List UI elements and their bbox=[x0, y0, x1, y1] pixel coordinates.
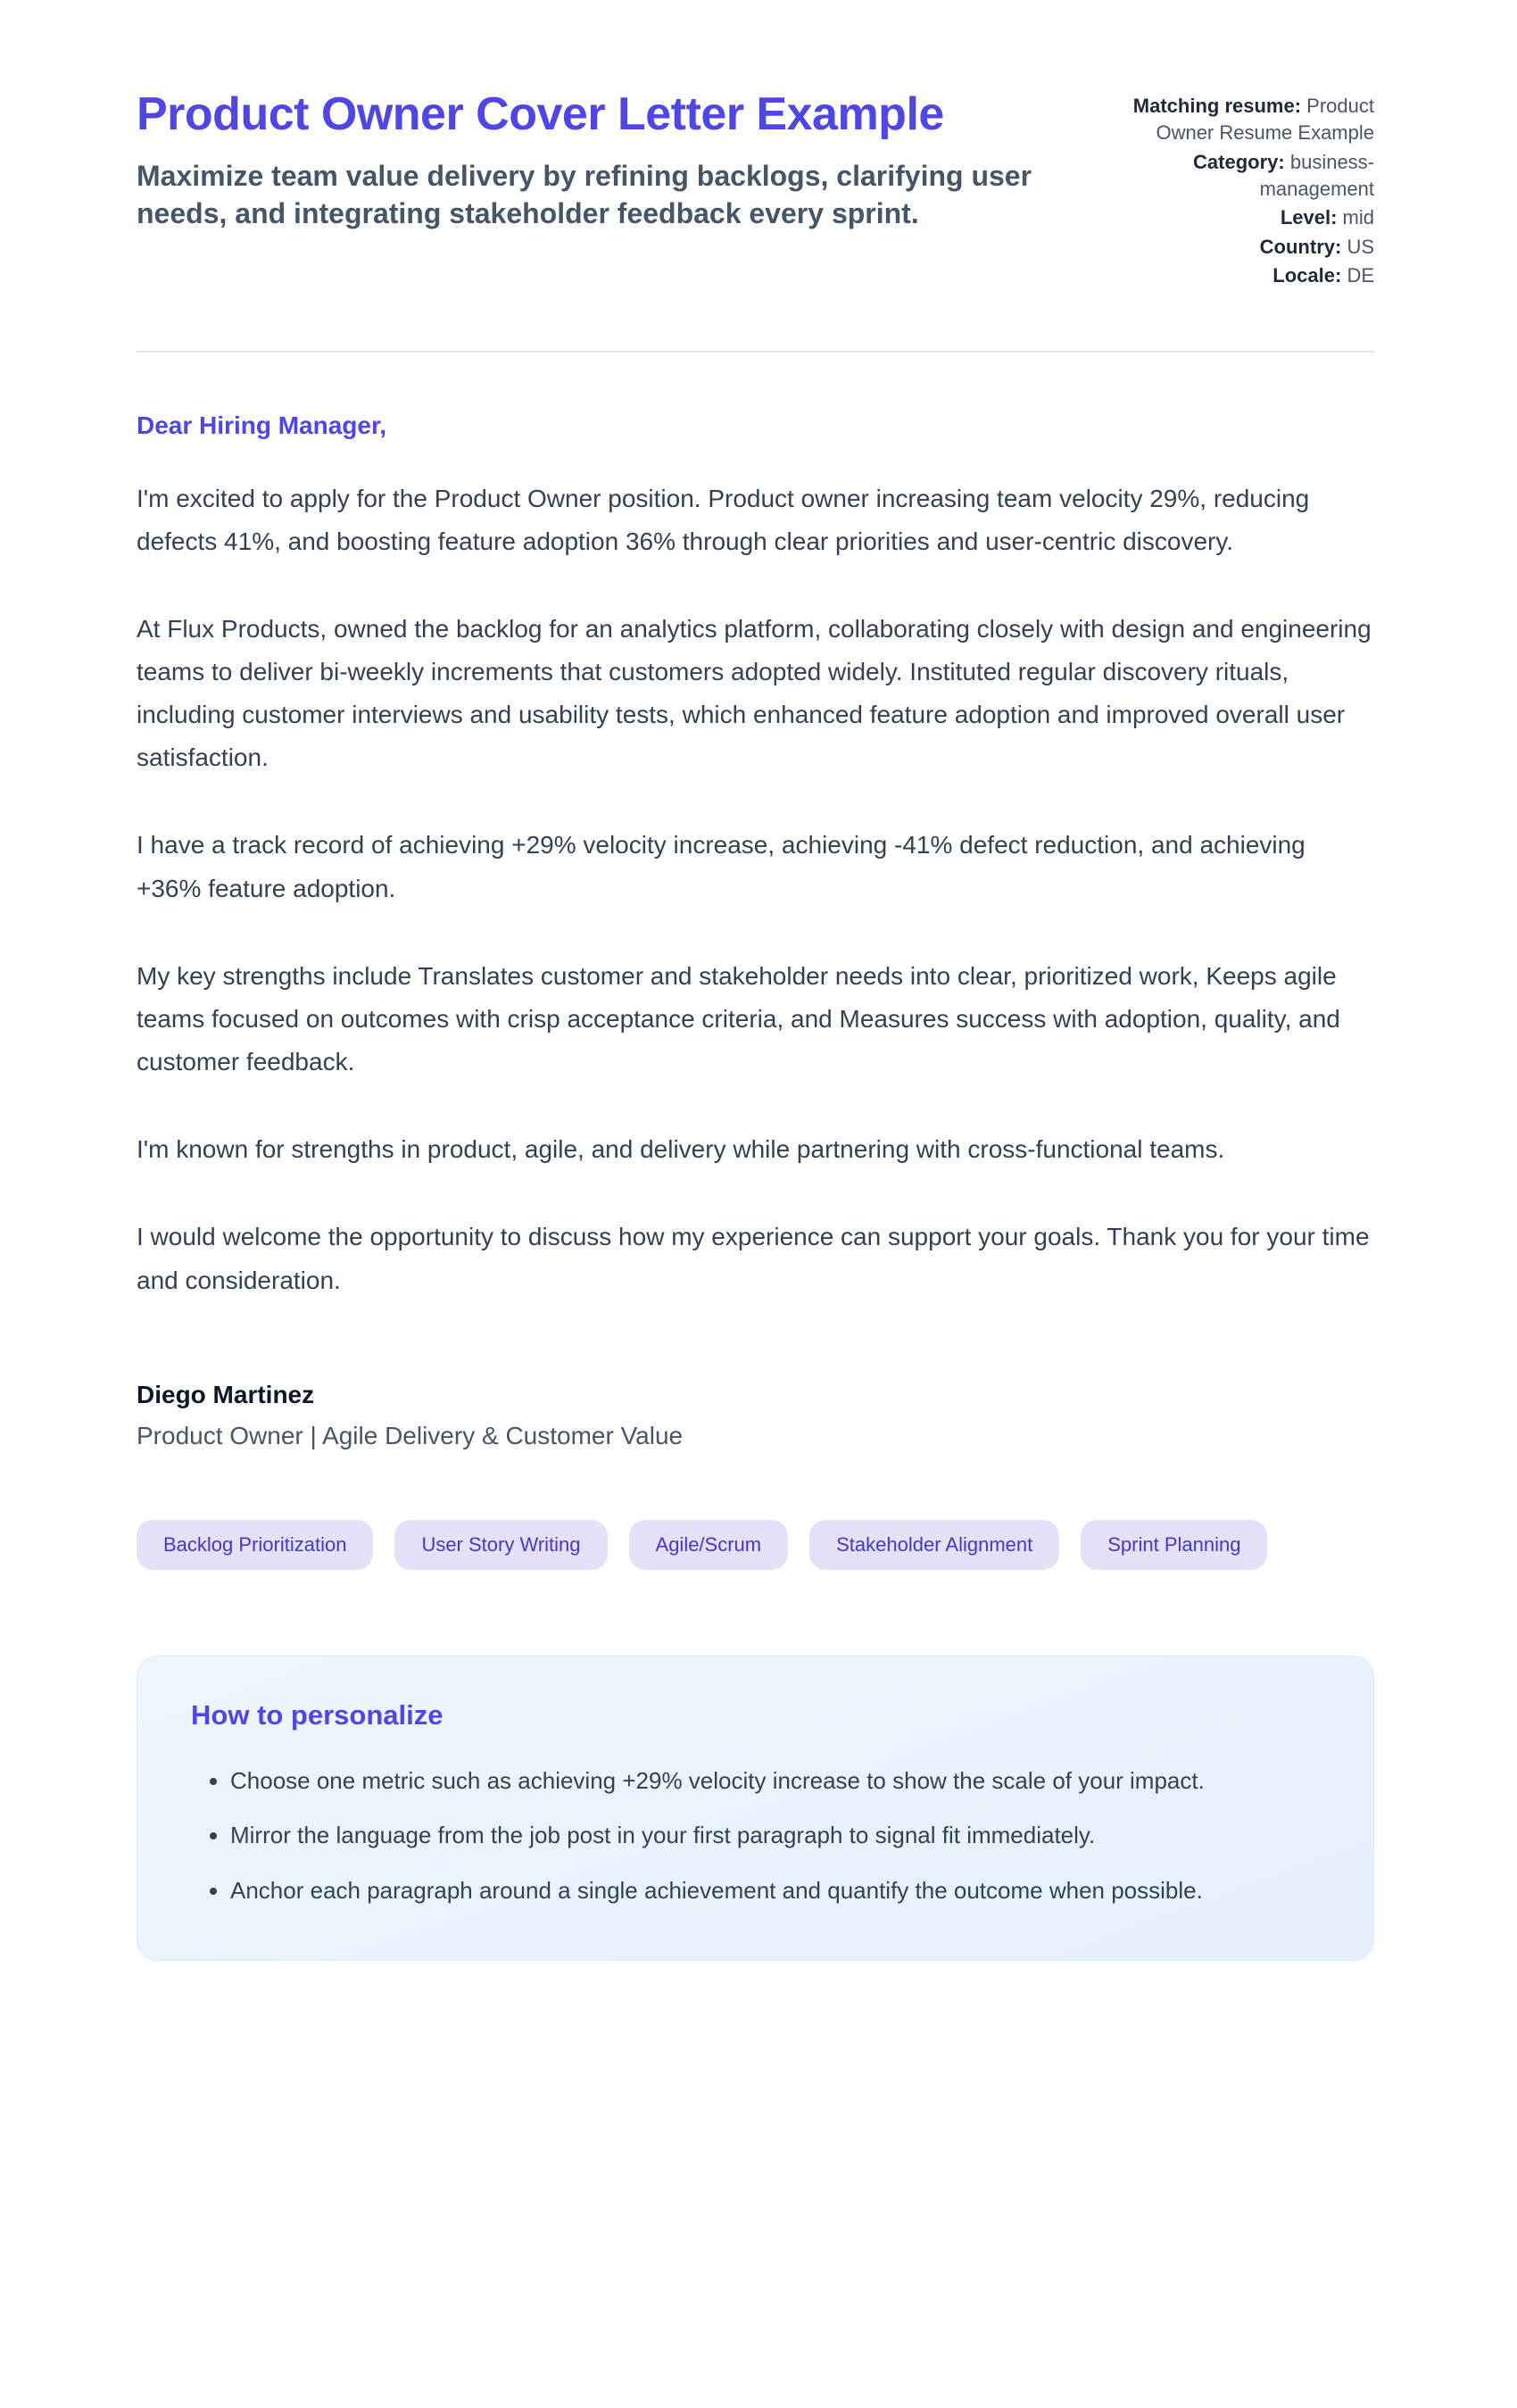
meta-locale bbox=[1132, 262, 1374, 289]
meta-value-country: US bbox=[1347, 235, 1374, 258]
letter-body bbox=[137, 411, 1374, 1450]
tag-agile-scrum: Agile/Scrum bbox=[629, 1520, 789, 1570]
skill-tag-list bbox=[137, 1520, 1374, 1570]
page-title: Product Owner Cover Letter Example bbox=[137, 88, 944, 140]
signature-role: Product Owner | Agile Delivery & Customer Value bbox=[137, 1421, 684, 1449]
tag-user-story-writing: User Story Writing bbox=[394, 1520, 607, 1570]
tip-item-1: • Choose one metric such as achieving +29% velocity increase to show the scale of your impact. bbox=[230, 1760, 1320, 1802]
meta-matching-resume bbox=[1132, 93, 1374, 147]
header-left bbox=[137, 86, 1038, 232]
tips-title: How to personalize bbox=[191, 1699, 443, 1731]
meta-label-matching-resume: Matching resume: bbox=[1132, 95, 1307, 117]
header-divider bbox=[137, 351, 1374, 353]
meta-value-locale: DE bbox=[1347, 264, 1374, 287]
meta-label-level: Level: bbox=[1280, 206, 1343, 229]
tips-list bbox=[191, 1760, 1320, 1912]
signature-name: Diego Martinez bbox=[137, 1380, 315, 1408]
meta-panel bbox=[1132, 86, 1374, 292]
letter-paragraph-5: I'm known for strengths in product, agile, and delivery while partnering with cross-functional teams. bbox=[137, 1135, 1225, 1164]
meta-label-category: Category: bbox=[1193, 150, 1290, 173]
meta-category bbox=[1132, 149, 1374, 203]
tag-stakeholder-alignment: Stakeholder Alignment bbox=[809, 1520, 1059, 1570]
meta-value-level: mid bbox=[1342, 206, 1374, 229]
letter-paragraph-3: I have a track record of achieving +29% velocity increase, achieving -41% defect reduction, and achieving +36% feature adoption. bbox=[137, 831, 1306, 902]
tag-backlog-prioritization: Backlog Prioritization bbox=[137, 1520, 373, 1570]
meta-value-matching-resume: Product Owner Resume Example bbox=[1156, 95, 1374, 145]
meta-value-category: business-management bbox=[1259, 150, 1374, 201]
letter-paragraph-4: My key strengths include Translates customer and stakeholder needs into clear, prioritized work, Keeps agile teams focused on outcomes with crisp acceptance criteria, and Measures success with adoption, quality, and customer feedback. bbox=[137, 961, 1340, 1076]
tip-item-2: • Mirror the language from the job post in your first paragraph to signal fit immediately. bbox=[230, 1814, 1320, 1856]
letter-paragraph-2: At Flux Products, owned the backlog for an analytics platform, collaborating closely with design and engineering teams to deliver bi-weekly increments that customers adopted widely. Instituted regular discovery rituals, including customer interviews and usability tests, which enhanced feature adoption and improved overall user satisfaction. bbox=[137, 614, 1372, 772]
salutation: Dear Hiring Manager, bbox=[137, 411, 387, 439]
meta-label-locale: Locale: bbox=[1272, 264, 1347, 287]
personalize-tips-box bbox=[137, 1656, 1374, 1961]
page-subtitle: Maximize team value delivery by refining backlogs, clarifying user needs, and integrating stakeholder feedback every sprint. bbox=[137, 160, 1032, 229]
letter-paragraph-1: I'm excited to apply for the Product Owner position. Product owner increasing team velocity 29%, reducing defects 41%, and boosting feature adoption 36% through clear priorities and user-centric discovery. bbox=[137, 484, 1310, 555]
header bbox=[137, 86, 1374, 292]
meta-level bbox=[1132, 204, 1374, 231]
meta-label-country: Country: bbox=[1259, 235, 1347, 258]
meta-country bbox=[1132, 234, 1374, 261]
letter-paragraph-6: I would welcome the opportunity to discuss how my experience can support your goals. Thank you for your time and consideration. bbox=[137, 1223, 1370, 1294]
tag-sprint-planning: Sprint Planning bbox=[1081, 1520, 1267, 1570]
tip-item-3: • Anchor each paragraph around a single achievement and quantify the outcome when possible. bbox=[230, 1870, 1320, 1912]
